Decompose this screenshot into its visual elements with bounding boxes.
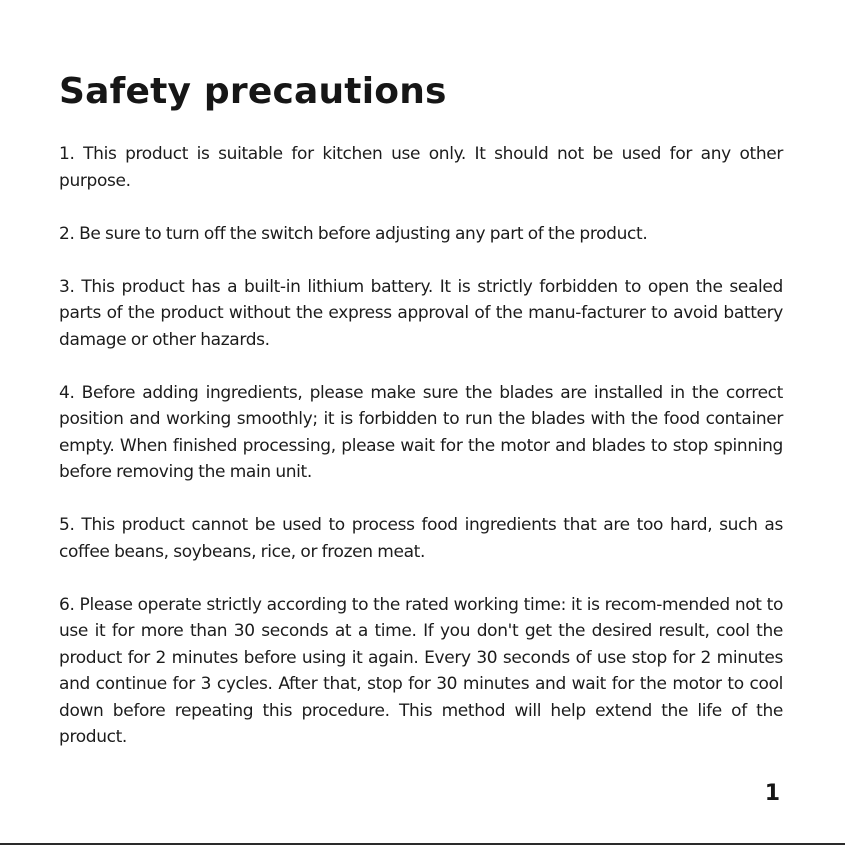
page-number: 1 <box>764 781 780 806</box>
precaution-item-1: 1. This product is suitable for kitchen use only. It should not be used for any other purpose. <box>59 144 783 191</box>
page-title: Safety precautions <box>59 71 447 112</box>
precaution-item-4: 4. Before adding ingredients, please make sure the blades are installed in the correct position and working smoothly; it is forbidden to run the blades with the food container empty. When finished processing, please wait for the motor and blades to stop spinning before removing the main unit. <box>59 382 783 482</box>
precaution-item-5: 5. This product cannot be used to process food ingredients that are too hard, such as coffee beans, soybeans, rice, or frozen meat. <box>59 515 783 562</box>
precaution-item-2: 2. Be sure to turn off the switch before adjusting any part of the product. <box>59 223 648 244</box>
precaution-item-6: 6. Please operate strictly according to the rated working time: it is recom-mended not to use it for more than 30 seconds at a time. If you don't get the desired result, cool the product for 2 minutes before using it again. Every 30 seconds of use stop for 2 minutes and continue for 3 cycles. After that, stop for 30 minutes and wait for the motor to cool down before repeating this procedure. This method will help extend the life of the product. <box>59 594 783 747</box>
precautions-list <box>59 141 783 751</box>
precaution-item-3: 3. This product has a built-in lithium battery. It is strictly forbidden to open the sealed parts of the product without the express approval of the manu-facturer to avoid battery damage or other hazards. <box>59 276 783 350</box>
